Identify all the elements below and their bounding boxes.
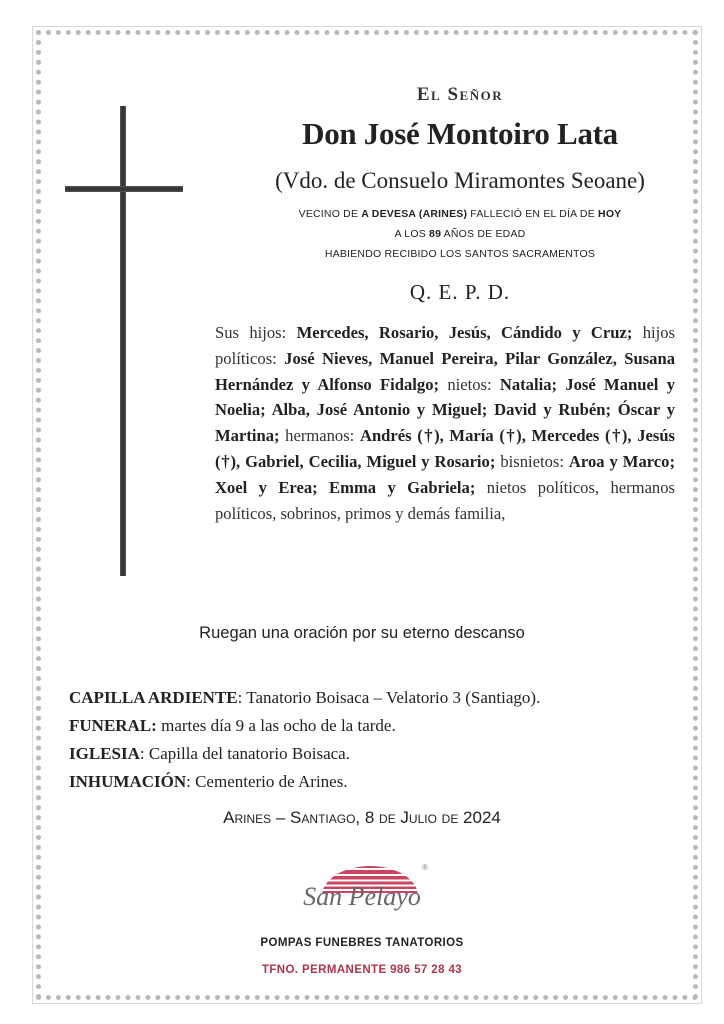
bold-text-segment: 89 bbox=[429, 228, 442, 240]
detail-label: CAPILLA ARDIENTE bbox=[69, 688, 238, 707]
widow-note: (Vdo. de Consuelo Miramontes Seoane) bbox=[275, 168, 645, 193]
text-segment: nietos: bbox=[439, 374, 500, 394]
detail-row-iglesia bbox=[69, 740, 689, 768]
text-segment: hijos políticos: bbox=[215, 323, 675, 368]
phone-number: TFNO. PERMANENTE 986 57 28 43 bbox=[261, 964, 463, 976]
detail-value: Capilla del tanatorio Boisaca. bbox=[144, 744, 350, 763]
service-details bbox=[69, 684, 689, 796]
company-tagline: POMPAS FUNEBRES TANATORIOS bbox=[260, 937, 464, 949]
bold-text-segment: Mercedes, Rosario, Jesús, Cándido y Cruz; bbox=[296, 323, 633, 342]
bold-text-segment: A DEVESA (ARINES) bbox=[361, 208, 468, 220]
company-logo-text: San Pelayo bbox=[303, 882, 421, 911]
detail-label: INHUMACIÓN bbox=[69, 772, 187, 791]
detail-label: FUNERAL: bbox=[69, 716, 157, 735]
text-segment: FALLECIÓ EN EL DÍA DE bbox=[467, 208, 599, 220]
detail-sep: : bbox=[139, 744, 145, 763]
text-segment: hermanos: bbox=[279, 426, 360, 446]
detail-sep: : bbox=[237, 688, 243, 707]
text-segment: bisnietos: bbox=[495, 451, 569, 471]
detail-label: IGLESIA bbox=[69, 744, 140, 763]
detail-row-inhumacion bbox=[69, 768, 689, 796]
age-line bbox=[200, 228, 720, 240]
mourners-paragraph bbox=[215, 320, 675, 526]
bold-text-segment: Natalia; José Manuel y Noelia; Alba, José Antonio y Miguel; David y Rubén; Óscar y Martina; bbox=[215, 374, 676, 446]
text-segment: VECINO DE bbox=[298, 208, 362, 220]
prayer-line: Ruegan una oración por su eterno descanso bbox=[199, 624, 525, 642]
text-segment: nietos políticos, hermanos políticos, sobrinos, primos y demás familia, bbox=[215, 477, 675, 523]
honorific: El Señor bbox=[416, 84, 504, 105]
residence-line bbox=[200, 208, 720, 220]
registered-mark: ® bbox=[422, 863, 428, 872]
bold-text-segment: Andrés (†), María (†), Mercedes (†), Jesús (†), Gabriel, Cecilia, Miguel y Rosario; bbox=[215, 426, 676, 471]
sacraments-line: HABIENDO RECIBIDO LOS SANTOS SACRAMENTOS bbox=[324, 248, 596, 260]
detail-row-funeral bbox=[69, 712, 689, 740]
cross-icon-vertical bbox=[120, 106, 126, 576]
bold-text-segment: Aroa y Marco; Xoel y Erea; Emma y Gabriela; bbox=[215, 451, 675, 497]
detail-value: Cementerio de Arines. bbox=[190, 772, 348, 791]
bold-text-segment: HOY bbox=[598, 208, 622, 220]
qepd: Q. E. P. D. bbox=[409, 280, 511, 304]
detail-row-capilla bbox=[69, 684, 689, 712]
detail-value: Tanatorio Boisaca – Velatorio 3 (Santiago). bbox=[242, 688, 541, 707]
text-segment: AÑOS DE EDAD bbox=[441, 228, 526, 240]
text-segment: Sus hijos: bbox=[215, 323, 297, 342]
text-segment: A LOS bbox=[394, 228, 430, 240]
bold-text-segment: José Nieves, Manuel Pereira, Pilar González, Susana Hernández y Alfonso Fidalgo; bbox=[215, 348, 675, 394]
deceased-name: Don José Montoiro Lata bbox=[302, 116, 618, 151]
detail-value: martes día 9 a las ocho de la tarde. bbox=[156, 716, 396, 735]
cross-icon-horizontal bbox=[65, 186, 183, 192]
place-date: Arines – Santiago, 8 de Julio de 2024 bbox=[223, 808, 501, 827]
detail-sep: : bbox=[186, 772, 191, 791]
